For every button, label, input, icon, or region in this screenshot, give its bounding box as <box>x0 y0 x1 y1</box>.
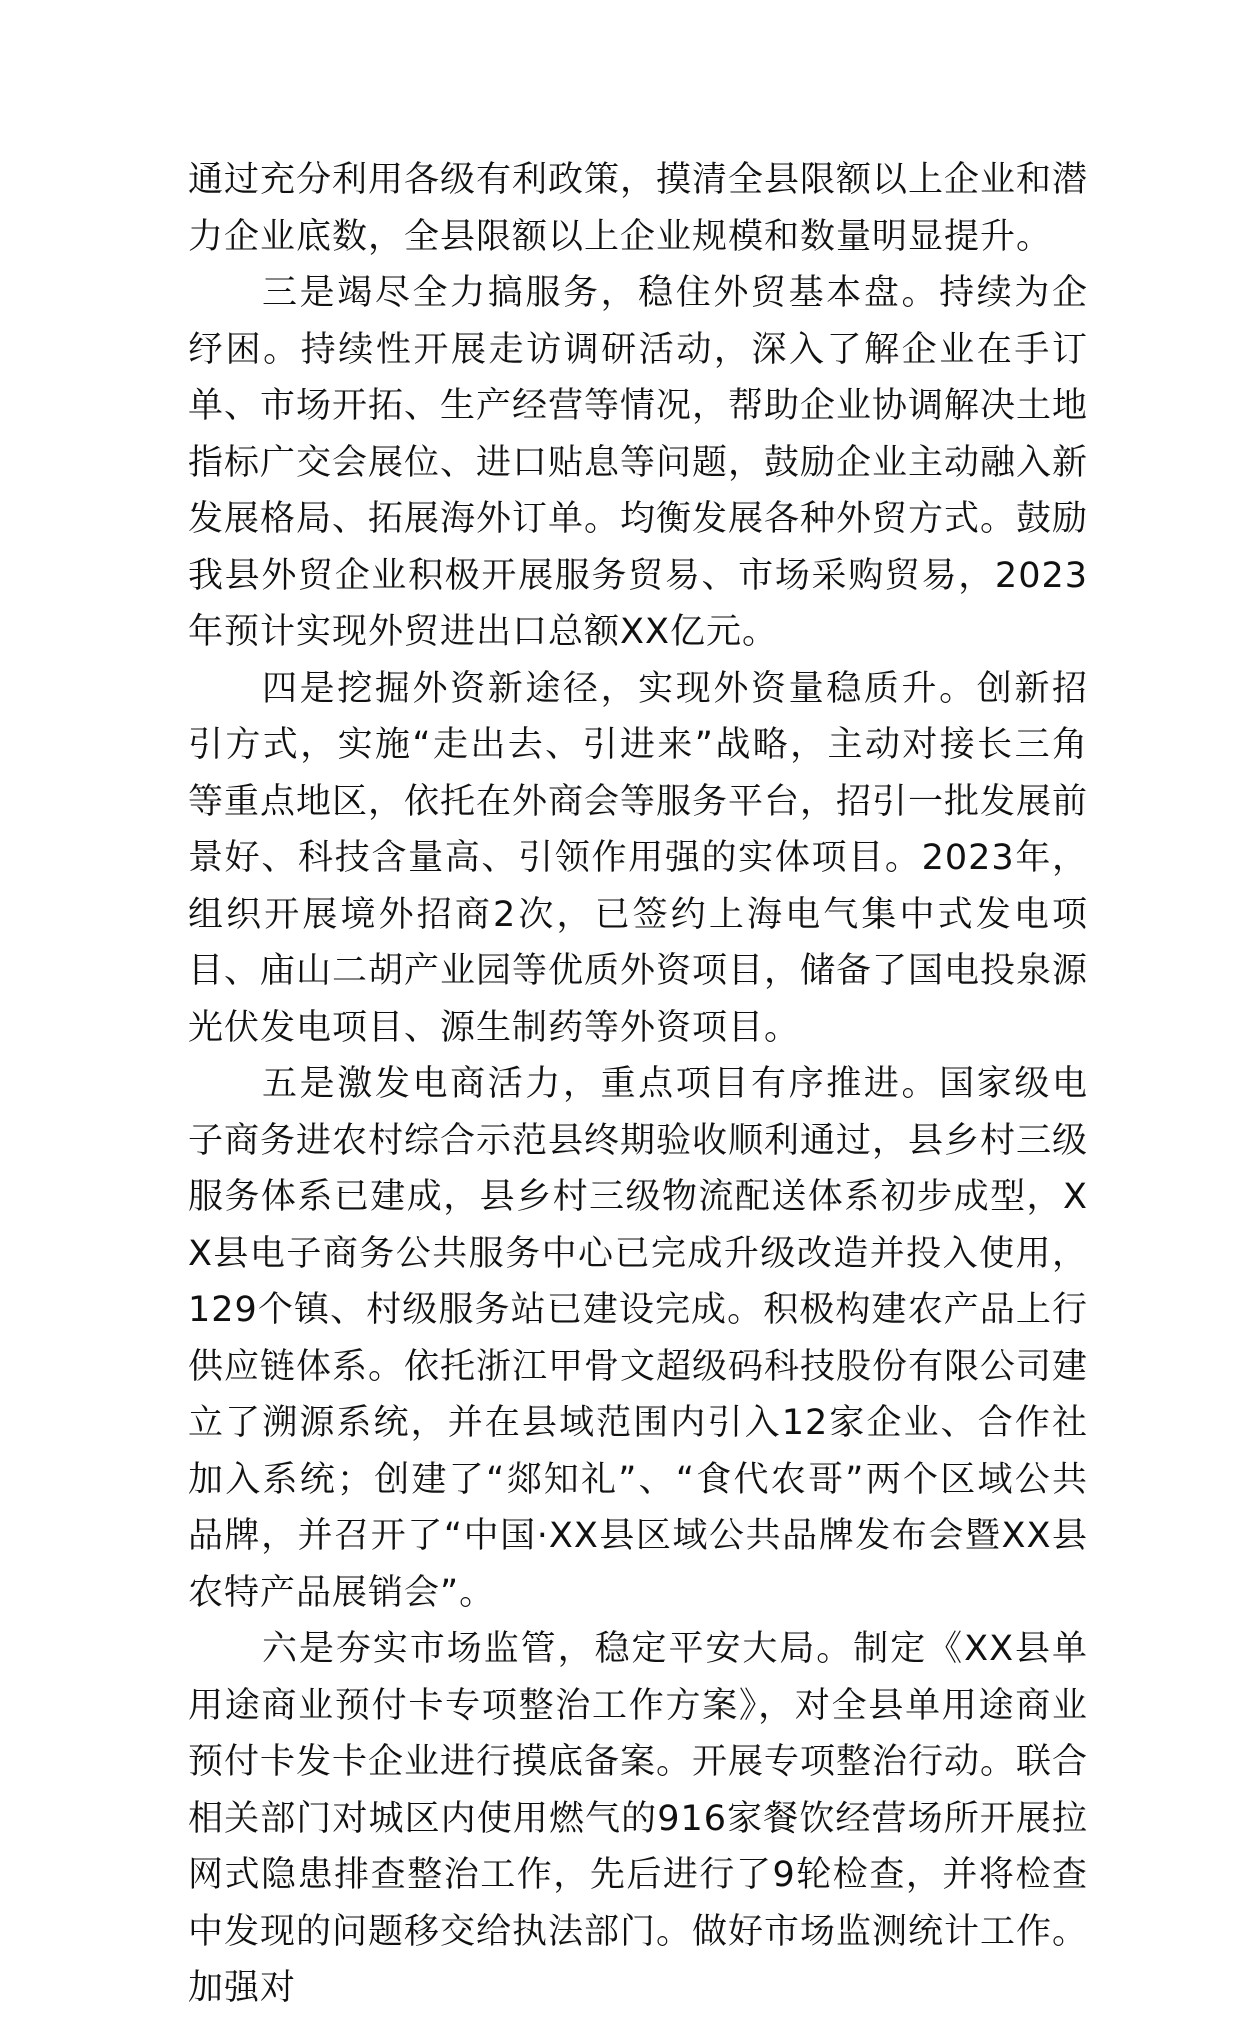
paragraph-ecommerce: 五是激发电商活力，重点项目有序推进。国家级电子商务进农村综合示范县终期验收顺利通过，县乡村三级服务体系已建成，县乡村三级物流配送体系初步成型，XX县电子商务公共服务中心已完成升级改造并投入使用，129个镇、村级服务站已建设完成。积极构建农产品上行供应链体系。依托浙江甲骨文超级码科技股份有限公司建立了溯源系统，并在县域范围内引入12家企业、合作社加入系统；创建了“郯知礼”、“食代农哥”两个区域公共品牌，并召开了“中国·XX县区域公共品牌发布会暨XX县农特产品展销会”。 <box>188 1064 1089 1613</box>
paragraph-market-supervision: 六是夯实市场监管，稳定平安大局。制定《XX县单用途商业预付卡专项整治工作方案》，对全县单用途商业预付卡发卡企业进行摸底备案。开展专项整治行动。联合相关部门对城区内使用燃气的916家餐饮经营场所开展拉网式隐患排查整治工作，先后进行了9轮检查，并将检查中发现的问题移交给执法部门。做好市场监测统计工作。加强对 <box>188 1629 1089 2008</box>
paragraph-foreign-investment: 四是挖掘外资新途径，实现外资量稳质升。创新招引方式，实施“走出去、引进来”战略，主动对接长三角等重点地区，依托在外商会等服务平台，招引一批发展前景好、科技含量高、引领作用强的实体项目。2023年，组织开展境外招商2次，已签约上海电气集中式发电项目、庙山二胡产业园等优质外资项目，储备了国电投泉源光伏发电项目、源生制药等外资项目。 <box>188 668 1089 1048</box>
paragraph-foreign-trade: 三是竭尽全力搞服务，稳住外贸基本盘。持续为企纾困。持续性开展走访调研活动，深入了解企业在手订单、市场开拓、生产经营等情况，帮助企业协调解决土地指标广交会展位、进口贴息等问题，鼓励企业主动融入新发展格局、拓展海外订单。均衡发展各种外贸方式。鼓励我县外贸企业积极开展服务贸易、市场采购贸易，2023年预计实现外贸进出口总额XX亿元。 <box>188 273 1089 652</box>
document-body <box>188 152 1088 2017</box>
paragraph-continuation: 通过充分利用各级有利政策，摸清全县限额以上企业和潜力企业底数，全县限额以上企业规模和数量明显提升。 <box>188 160 1089 257</box>
